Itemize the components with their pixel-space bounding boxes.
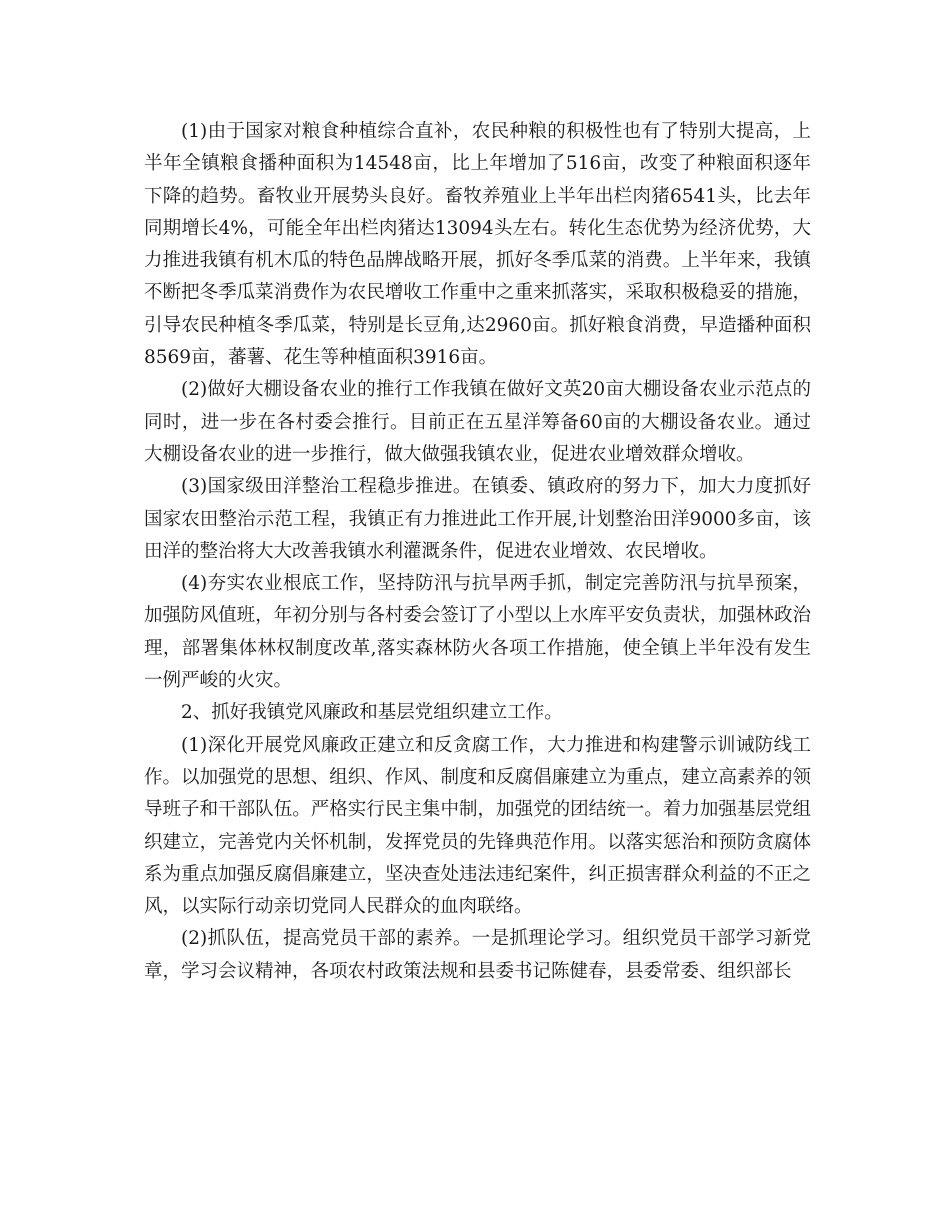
document-body — [144, 116, 811, 988]
paragraph-anti-corruption: (1)深化开展党风廉政正建立和反贪腐工作，大力推进和构建警示训诫防线工作。以加强党的思想、组织、作风、制度和反腐倡廉建立为重点，建立高素养的领导班子和干部队伍。严格实行民主集中制，加强党的团结统一。着力加强基层党组织建立，完善党内关怀机制，发挥党员的先锋典范作用。以落实惩治和预防贪腐体系为重点加强反腐倡廉建立，坚决查处违法违纪案件，纠正损害群众利益的不正之风，以实际行动亲切党同人民群众的血肉联络。 — [144, 734, 811, 918]
section-heading-party-building: 2、抓好我镇党风廉政和基层党组织建立工作。 — [181, 702, 563, 724]
paragraph-cadre-quality: (2)抓队伍，提高党员干部的素养。一是抓理论学习。组织党员干部学习新党章，学习会议精神，各项农村政策法规和县委书记陈健春，县委常委、组织部长 — [144, 928, 811, 982]
paragraph-greenhouse-agriculture: (2)做好大棚设备农业的推行工作我镇在做好文英20亩大棚设备农业示范点的同时，进一步在各村委会推行。目前正在五星洋筹备60亩的大棚设备农业。通过大棚设备农业的进一步推行，做大做强我镇农业，促进农业增效群众增收。 — [144, 379, 811, 465]
paragraph-field-renovation: (3)国家级田洋整治工程稳步推进。在镇委、镇政府的努力下，加大力度抓好国家农田整治示范工程，我镇正有力推进此工作开展,计划整治田洋9000多亩，该田洋的整治将大大改善我镇水利灌溉条件，促进农业增效、农民增收。 — [144, 476, 811, 562]
paragraph-agriculture-foundation: (4)夯实农业根底工作，坚持防汛与抗旱两手抓，制定完善防汛与抗旱预案，加强防风值班，年初分别与各村委会签订了小型以上水库平安负责状，加强林政治理，部署集体林权制度改革,落实森林防火各项工作措施，使全镇上半年没有发生一例严峻的火灾。 — [144, 573, 811, 692]
paragraph-grain-planting: (1)由于国家对粮食种植综合直补，农民种粮的积极性也有了特别大提高，上半年全镇粮食播种面积为14548亩，比上年增加了516亩，改变了种粮面积逐年下降的趋势。畜牧业开展势头良好。畜牧养殖业上半年出栏肉猪6541头，比去年同期增长4%，可能全年出栏肉猪达13094头左右。转化生态优势为经济优势，大力推进我镇有机木瓜的特色品牌战略开展，抓好冬季瓜菜的消费。上半年来，我镇不断把冬季瓜菜消费作为农民增收工作重中之重来抓落实，采取积极稳妥的措施，引导农民种植冬季瓜菜，特别是长豆角,达2960亩。抓好粮食消费，早造播种面积8569亩，蕃薯、花生等种植面积3916亩。 — [144, 121, 811, 369]
